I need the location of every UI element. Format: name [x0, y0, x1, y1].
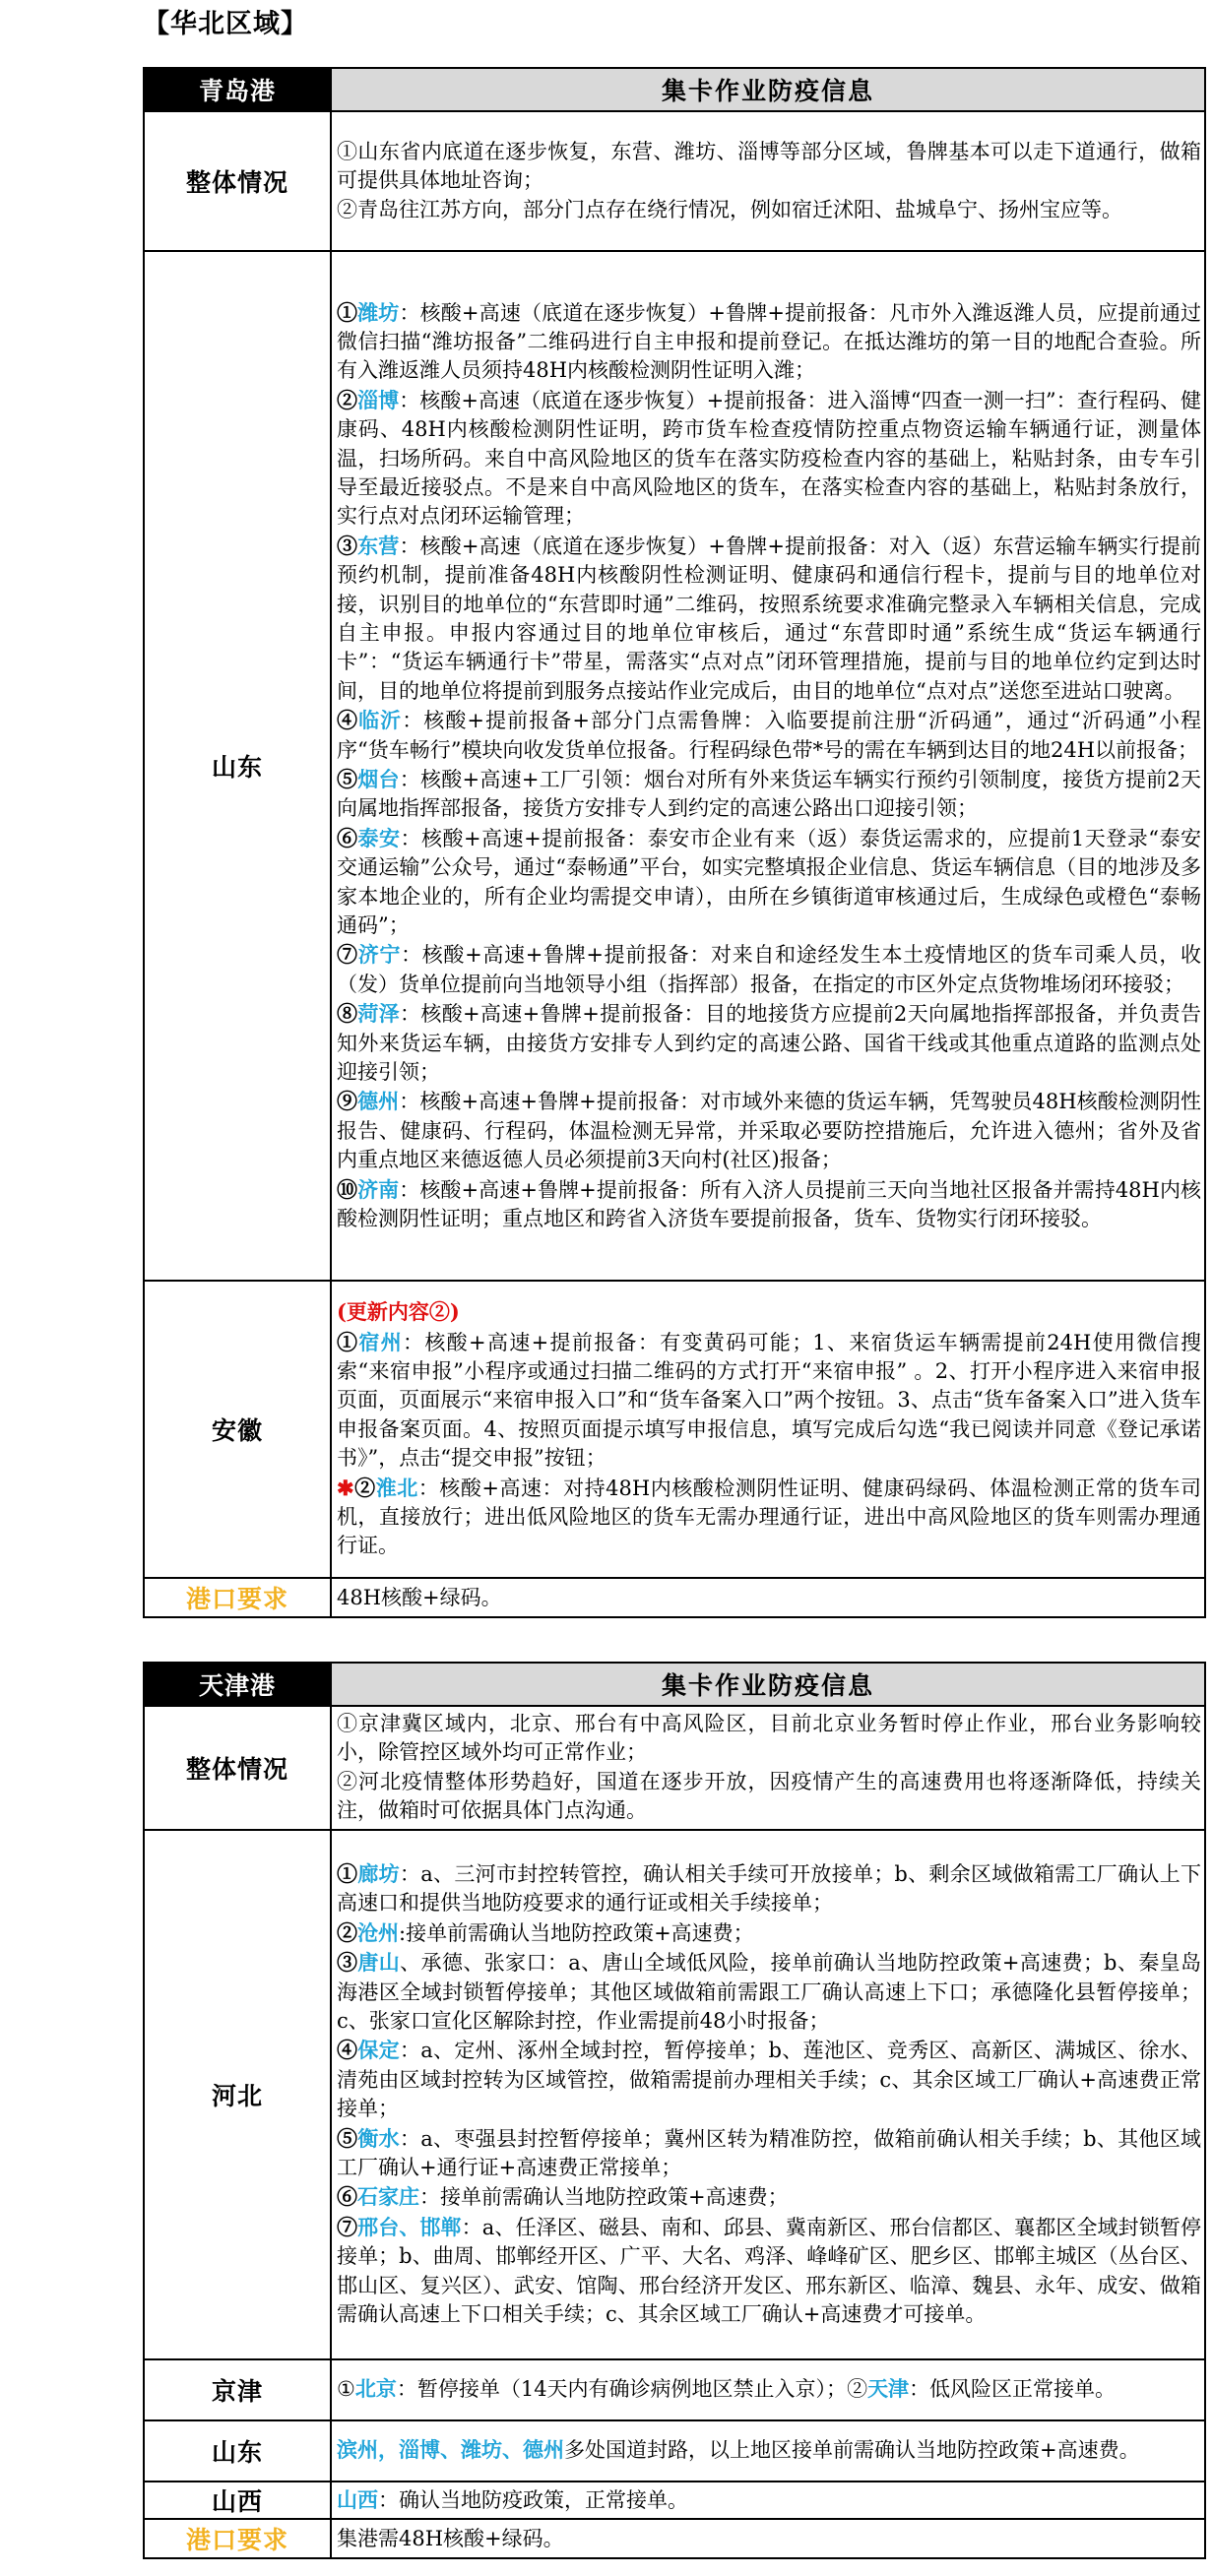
shanxi-label: 山西 — [144, 2482, 331, 2519]
city-item — [337, 386, 1201, 532]
item-city: 淄博 — [357, 387, 400, 412]
city-item — [337, 532, 1201, 706]
tianjin-port-req-label: 港口要求 — [144, 2519, 331, 2558]
city-item — [337, 706, 1201, 765]
qingdao-port-label: 青岛港 — [144, 68, 331, 111]
item-num: ⑤ — [337, 2125, 358, 2151]
city-item — [337, 1948, 1201, 2036]
item-city: 烟台 — [357, 767, 400, 791]
qingdao-header-row — [144, 68, 1205, 111]
city-item — [337, 824, 1201, 941]
item-num: ⑦ — [337, 2214, 358, 2239]
city-item — [337, 2036, 1201, 2123]
city-item — [337, 1918, 1201, 1948]
qingdao-port-req-text: 48H核酸+绿码。 — [331, 1578, 1205, 1617]
item-city: 宿州 — [358, 1329, 404, 1354]
item-num: ③ — [337, 533, 358, 558]
qingdao-overall-text — [331, 111, 1205, 251]
jingjin-text: ①北京：暂停接单（14天内有确诊病例地区禁止入京）；②天津：低风险区正常接单。 — [331, 2359, 1205, 2420]
city-item — [337, 1859, 1201, 1918]
item-num: ⑥ — [337, 2184, 357, 2210]
city-item — [337, 2213, 1201, 2330]
tianjin-overall-row — [144, 1706, 1205, 1830]
tj-shandong-label: 山东 — [144, 2420, 331, 2482]
tj-shandong-text: 滨州，淄博、潍坊、德州多处国道封路，以上地区接单前需确认当地防控政策+高速费。 — [331, 2420, 1205, 2482]
qingdao-overall-line: ①山东省内底道在逐步恢复，东营、潍坊、淄博等部分区域，鲁牌基本可以走下道通行，做箱可提供具体地址咨询； — [337, 139, 1201, 193]
item-text: ：核酸+高速+提前报备：有变黄码可能；1、来宿货运车辆需提前24H使用微信搜索“来宿申报”小程序或通过扫描二维码的方式打开“来宿申报” 。2、打开小程序进入来宿申报页面，页面展示“来宿申报入口”和“货车备案入口”两个按钮。3、点击“货车备案入口”进入货车申报备案页面。4、按照页面提示填写申报信息，填写完成后勾选“我已阅读并同意《登记承诺书》”，点击“提交申报”按钮； — [337, 1330, 1202, 1471]
item-num: ① — [337, 299, 358, 325]
item-text: ：核酸+提前报备+部分门点需鲁牌：入临要提前注册“沂码通”，通过“沂码通”小程序“货车畅行”模块向收发货单位报备。行程码绿色带*号的需在车辆到达目的地24H以前报备； — [337, 709, 1202, 762]
item-city: 德州 — [357, 1089, 400, 1114]
item-city: 济宁 — [357, 942, 402, 968]
item-city: 邢台、邯郸 — [357, 2214, 462, 2239]
city-item — [337, 1328, 1201, 1474]
shandong-label: 山东 — [144, 251, 331, 1281]
hebei-row — [144, 1830, 1205, 2359]
jingjin-label: 京津 — [144, 2359, 331, 2420]
qingdao-port-req-row — [144, 1578, 1205, 1617]
city-item — [337, 298, 1201, 386]
item-city: 济南 — [357, 1176, 400, 1202]
tianjin-overall-label: 整体情况 — [144, 1706, 331, 1830]
item-city: 保定 — [357, 2038, 400, 2063]
city-item — [337, 765, 1201, 824]
item-num: ⑨ — [337, 1089, 358, 1114]
tj-shandong-row — [144, 2420, 1205, 2482]
shanxi-text: 山西：确认当地防疫政策，正常接单。 — [331, 2482, 1205, 2519]
tianjin-port-req-text: 集港需48H核酸+绿码。 — [331, 2519, 1205, 2558]
hebei-label: 河北 — [144, 1830, 331, 2359]
item-text: ：a、定州、涿州全域封控，暂停接单；b、莲池区、竞秀区、高新区、满城区、徐水、清苑由区域封控转为区域管控，做箱需提前办理相关手续；c、其余区域工厂确认+高速费正常接单； — [337, 2039, 1202, 2121]
item-num: ② — [337, 387, 358, 412]
tianjin-overall-text — [331, 1706, 1205, 1830]
item-text: ：a、三河市封控转管控，确认相关手续可开放接单；b、剩余区域做箱需工厂确认上下高速口和提供当地防疫要求的通行证或相关手续接单； — [337, 1861, 1202, 1916]
item-city: 泰安 — [357, 825, 401, 850]
tianjin-port-label: 天津港 — [144, 1663, 331, 1706]
item-city: 临沂 — [358, 708, 403, 733]
region-title: 【华北区域】 — [143, 9, 308, 39]
qingdao-overall-label: 整体情况 — [144, 111, 331, 251]
city-item — [337, 999, 1201, 1087]
city-item — [337, 2182, 1201, 2212]
tianjin-header-title: 集卡作业防疫信息 — [331, 1663, 1205, 1706]
hebei-items — [331, 1830, 1205, 2359]
item-num: ① — [337, 1329, 359, 1354]
item-city: 唐山 — [357, 1950, 401, 1976]
update-tag: (更新内容②) — [337, 1299, 460, 1325]
item-city: 衡水 — [357, 2125, 400, 2151]
qingdao-port-req-label: 港口要求 — [144, 1578, 331, 1617]
item-city: 东营 — [357, 533, 400, 558]
qingdao-overall-row — [144, 111, 1205, 251]
item-text: ：核酸+高速：对持48H内核酸检测阴性证明、健康码绿码、体温检测正常的货车司机，直接放行；进出低风险地区的货车无需办理通行证，进出中高风险地区的货车则需办理通行证。 — [337, 1476, 1202, 1558]
item-text: ：a、任泽区、磁县、南和、邱县、冀南新区、邢台信都区、襄都区全域封锁暂停接单；b、曲周、邯郸经开区、广平、大名、鸡泽、峰峰矿区、肥乡区、邯郸主城区（丛台区、邯山区、复兴区）、武安、馆陶、邢台经济开发区、邢东新区、临漳、魏县、永年、成安、做箱需确认高速上下口相关手续；c、其余区域工厂确认+高速费才可接单。 — [337, 2215, 1201, 2326]
qingdao-header-title: 集卡作业防疫信息 — [331, 68, 1205, 111]
anhui-row — [144, 1281, 1205, 1578]
item-num: ① — [337, 1860, 358, 1886]
qingdao-table — [143, 67, 1206, 1618]
city-item — [337, 1474, 1201, 1561]
anhui-items — [331, 1281, 1205, 1578]
item-text: ：核酸+高速（底道在逐步恢复）+鲁牌+提前报备：凡市外入潍返潍人员，应提前通过微信扫描“潍坊报备”二维码进行自主申报和提前登记。在抵达潍坊的第一目的地配合查验。所有入潍返潍人员须持48H内核酸检测阴性证明入潍； — [337, 300, 1202, 383]
item-text: ：核酸+高速+鲁牌+提前报备：所有入济人员提前三天向当地社区报备并需持48H内核酸检测阴性证明；重点地区和跨省入济货车要提前报备，货车、货物实行闭环接驳。 — [337, 1177, 1202, 1231]
item-text: ：核酸+高速（底道在逐步恢复）+鲁牌+提前报备：对入（返）东营运输车辆实行提前预约机制，提前准备48H内核酸阴性检测证明、健康码和通信行程卡，提前与目的地单位对接，识别目的地单位的“东营即时通”二维码，按照系统要求准确完整录入车辆相关信息，完成自主申报。申报内容通过目的地单位审核后，通过“东营即时通”系统生成“货运车辆通行卡”：“货运车辆通行卡”带星，需落实“点对点”闭环管理措施，提前与目的地单位约定到达时间，目的地单位将提前到服务点接站作业完成后，由目的地单位“点对点”送您至进站口驶离。 — [337, 534, 1202, 703]
item-num: ④ — [337, 2038, 358, 2063]
item-city: 潍坊 — [357, 299, 400, 325]
item-num: ⑥ — [337, 825, 358, 850]
star-icon: ✱ — [337, 1475, 354, 1500]
item-num: ⑧ — [337, 1001, 358, 1027]
tianjin-overall-line: ②河北疫情整体形势趋好，国道在逐步开放，因疫情产生的高速费用也将逐渐降低，持续关注，做箱时可依据具体门点沟通。 — [337, 1769, 1201, 1823]
shandong-items — [331, 251, 1205, 1281]
item-text: :接单前需确认当地防控政策+高速费； — [399, 1920, 754, 1945]
item-num: ③ — [337, 1950, 358, 1976]
qingdao-overall-line: ②青岛往江苏方向，部分门点存在绕行情况，例如宿迁沭阳、盐城阜宁、扬州宝应等。 — [337, 197, 1122, 221]
item-text: ：核酸+高速+鲁牌+提前报备：目的地接货方应提前2天向属地指挥部报备，并负责告知外来货运车辆，由接货方安排专人到约定的高速公路、国省干线或其他重点道路的监测点处迎接引领； — [337, 1002, 1202, 1085]
city-item — [337, 1087, 1201, 1174]
item-text: ：核酸+高速（底道在逐步恢复）+提前报备：进入淄博“四查一测一扫”：查行程码、健康码、48H内核酸检测阴性证明，跨市货车检查疫情防控重点物资运输车辆通行证，测量体温，扫场所码。来自中高风险地区的货车在落实防疫检查内容的基础上，粘贴封条，由专车引导至最近接驳点。不是来自中高风险地区的货车，在落实检查内容的基础上，粘贴封条放行，实行点对点闭环运输管理； — [337, 388, 1202, 529]
item-num: ④ — [337, 708, 359, 733]
item-num: ⑦ — [337, 942, 358, 968]
jingjin-row — [144, 2359, 1205, 2420]
item-text: ：核酸+高速+提前报备：泰安市企业有来（返）泰货运需求的，应提前1天登录“泰安交通运输”公众号，通过“泰畅通”平台，如实完整填报企业信息、货运车辆信息（目的地涉及多家本地企业的，所有企业均需提交申请），由所在乡镇街道审核通过后，生成绿色或橙色“泰畅通码”； — [337, 826, 1202, 938]
item-city: 淮北 — [375, 1475, 418, 1500]
anhui-label: 安徽 — [144, 1281, 331, 1578]
tianjin-port-req-row — [144, 2519, 1205, 2558]
item-city: 石家庄 — [357, 2184, 419, 2210]
item-text: ：接单前需确认当地防控政策+高速费； — [419, 2185, 789, 2210]
tianjin-table — [143, 1662, 1206, 2559]
item-city: 菏泽 — [357, 1001, 401, 1027]
item-city: 廊坊 — [357, 1860, 400, 1886]
city-item — [337, 2124, 1201, 2183]
item-num: ⑤ — [337, 767, 358, 791]
tianjin-overall-line: ①京津冀区域内，北京、邢台有中高风险区，目前北京业务暂时停止作业，邢台业务影响较小，除管控区域外均可正常作业； — [337, 1712, 1201, 1765]
item-text: ：核酸+高速+鲁牌+提前报备：对来自和途经发生本土疫情地区的货车司乘人员，收（发）货单位提前向当地领导小组（指挥部）报备，在指定的市区外定点货物堆场闭环接驳； — [337, 943, 1202, 996]
item-city: 沧州 — [357, 1919, 399, 1945]
city-item — [337, 1175, 1201, 1234]
tianjin-header-row — [144, 1663, 1205, 1706]
city-item — [337, 940, 1201, 999]
item-text: ：核酸+高速+鲁牌+提前报备：对市域外来德的货运车辆，凭驾驶员48H核酸检测阴性报告、健康码、行程码，体温检测无异常，并采取必要防控措施后，允许进入德州；省外及省内重点地区来德返德人员必须提前3天向村(社区)报备； — [337, 1090, 1202, 1172]
item-text: ：核酸+高速+工厂引领：烟台对所有外来货运车辆实行预约引领制度，接货方提前2天向属地指挥部报备，接货方安排专人到约定的高速公路出口迎接引领； — [337, 768, 1202, 821]
shanxi-row — [144, 2482, 1205, 2519]
item-text: 、承德、张家口：a、唐山全域低风险，接单前确认当地防控政策+高速费；b、秦皇岛海港区全域封锁暂停接单；其他区域做箱前需跟工厂确认高速上下口；承德隆化县暂停接单；c、张家口宣化区解除封控，作业需提前48小时报备； — [337, 1951, 1202, 2033]
item-num: ⑩ — [337, 1176, 358, 1202]
item-num: ② — [353, 1475, 376, 1500]
item-text: ：a、枣强县封控暂停接单；冀州区转为精准防控，做箱前确认相关手续；b、其他区域工厂确认+通行证+高速费正常接单； — [337, 2126, 1202, 2179]
shandong-row — [144, 251, 1205, 1281]
item-num: ② — [337, 1919, 357, 1945]
